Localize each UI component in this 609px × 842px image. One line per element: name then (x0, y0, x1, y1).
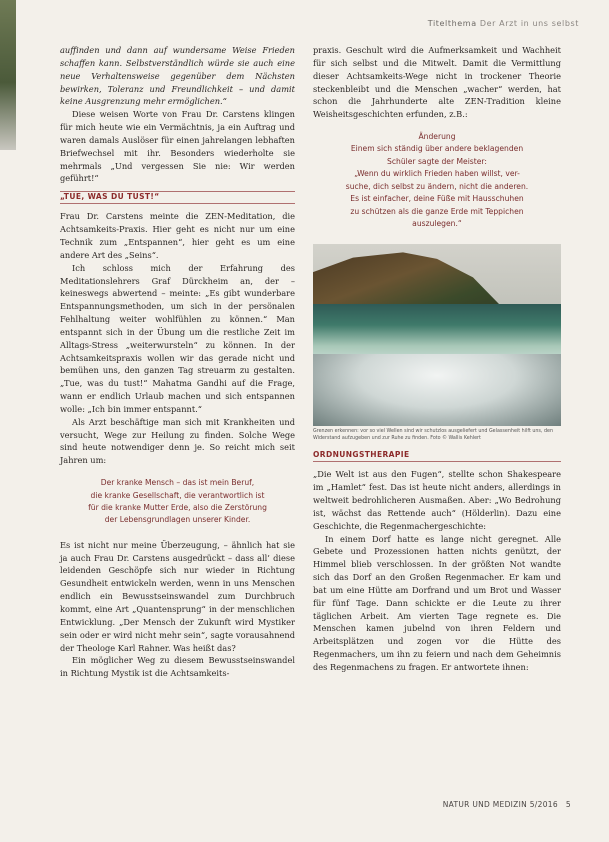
paragraph: Als Arzt beschäftige man sich mit Krankheiten und versucht, Wege zur Heilung zu finden. Solche Wege sind heute notwendiger denn je. So reicht mich seit Jahren um: (60, 416, 295, 466)
pull-quote-callout (60, 477, 295, 527)
zen-story-callout (313, 131, 561, 230)
running-head (428, 19, 579, 28)
callout-line: Schüler sagte der Meister: (387, 156, 487, 166)
callout-line: „Wenn du wirklich Frieden haben willst, ver- (354, 169, 520, 179)
intro-italic-text: auffinden und dann auf wundersame Weise Frieden schaffen kann. Selbstverständlich würde sie auch eine neue Verhaltensweise gegenüber dem Nächsten bewirken, Toleranz und Freundlichkeit – und damit keine Ausgrenzung mehr ermöglichen.“ (60, 45, 295, 107)
callout-line: zu schützen als die ganze Erde mit Teppichen (350, 206, 524, 216)
callout-line: die kranke Gesellschaft, die verantwortlich ist (90, 490, 265, 500)
paragraph: Es ist nicht nur meine Überzeugung, – ähnlich hat sie ja auch Frau Dr. Carstens ausgedrückt – dass all’ diese leidenden Geschöpfe sich nur wieder in Richtung Gesundheit entwickeln werden, wenn in uns Menschen endlich ein Bewusstseinswandel zum Durchbruch kommt, eine Art „Quantensprung“ in der menschlichen Entwicklung. „Der Mensch der Zukunft wird Mystiker sein oder er wird nicht mehr sein“, sagte vorausahnend der Theologe Karl Rahner. Was heißt das? (60, 539, 295, 653)
page-footer (443, 800, 571, 809)
section-heading-ordnungstherapie: ORDNUNGSTHERAPIE (313, 450, 561, 462)
callout-line: für die kranke Mutter Erde, also die Zerstörung (88, 502, 267, 512)
sea-waves-photo (313, 244, 561, 426)
adjacent-page-photo-edge (0, 0, 16, 150)
photo-foam (313, 354, 561, 426)
left-column (60, 44, 295, 680)
paragraph: „Die Welt ist aus den Fugen“, stellte schon Shakespeare im „Hamlet“ fest. Das ist heute nicht anders, allerdings in weltweit bedrohlicheren Ausmaßen. Aber: „Wo Bedrohung ist, wächst das Rettende auch“ (Hölderlin). Dazu eine Geschichte, die Regenmachergeschichte: (313, 469, 561, 531)
running-head-title: Der Arzt in uns selbst (479, 19, 579, 28)
right-column (313, 44, 561, 674)
page-number: 5 (565, 800, 571, 809)
running-head-prefix: Titelthema (427, 19, 477, 28)
callout-title: Änderung (418, 132, 456, 142)
paragraph: Ich schloss mich der Erfahrung des Meditationslehrers Graf Dürckheim an, der – keineswegs abwertend – meinte: „Es gibt wunderbare Entspannungsmethoden, um sich in der persönalen Fehlhaltung weiter wohlfühlen zu können.“ Man entspannt sich in der Übung um die restliche Zeit im Alltags-Stress „weiterwursteln“ zu können. In der Achtsamkeitspraxis wollen wir das gerade nicht und bemühen uns, den ganzen Tag streuarm zu gestalten. „Tue, was du tust!“ Mahatma Gandhi auf die Frage, wann er endlich Urlaub machen und sich entspannen wolle: „Ich bin immer entspannt.“ (60, 262, 295, 414)
paragraph: praxis. Geschult wird die Aufmerksamkeit und Wachheit für sich selbst und die Mitwelt. Damit die Vermittlung dieser Achtsamkeits-Wege nicht in trockener Theorie steckenbleibt und die Menschen „wacher“ werden, hat schon die Jahrhunderte alte ZEN-Tradition kleine Weisheitsgeschichten erfunden, z.B.: (313, 45, 561, 120)
callout-line: auszulegen.“ (412, 218, 462, 228)
callout-line: Es ist einfacher, deine Füße mit Hausschuhen (350, 194, 524, 204)
callout-line: suche, dich selbst zu ändern, nicht die anderen. (345, 181, 529, 191)
callout-line: Einem sich ständig über andere beklagenden (350, 144, 524, 154)
photo-caption: Grenzen erkennen: vor so viel Wellen sind wir schutzlos ausgeliefert und Gelassenheit hilft uns, den Widerstand aufzugeben und zur Ruhe zu finden. Foto © Wallis Kehlert (313, 429, 554, 441)
section-heading-tue-was-du-tust: „TUE, WAS DU TUST!“ (60, 191, 295, 204)
callout-line: der Lebensgrundlagen unserer Kinder. (104, 515, 251, 525)
paragraph: Frau Dr. Carstens meinte die ZEN-Meditation, die Achtsamkeits-Praxis. Hier geht es nicht nur um eine Technik zum „Entspannen“, hier geht es um eine andere Art des „Seins“. (60, 211, 295, 260)
paragraph: Diese weisen Worte von Frau Dr. Carstens klingen für mich heute wie ein Vermächtnis, ja ein Auftrag und waren damals Auslöser für einen jahrelangen lebhaften Briefwechsel mit ihr. Besonders wiederholte sie mehrmals „Und vergessen Sie nie: Wir werden geführt!“ (60, 109, 295, 184)
callout-line: Der kranke Mensch – das ist mein Beruf, (100, 478, 255, 488)
magazine-issue: NATUR UND MEDIZIN 5/2016 (442, 800, 558, 809)
paragraph: Ein möglicher Weg zu diesem Bewusstseinswandel in Richtung Mystik ist die Achtsamkeits- (60, 655, 295, 679)
paragraph: In einem Dorf hatte es lange nicht geregnet. Alle Gebete und Prozessionen hatten nichts genützt, der Himmel blieb verschlossen. In der größten Not wandte sich das Dorf an den Großen Regenmacher. Er kam und bat um eine Hütte am Dorfrand und um Brot und Wasser für fünf Tage. Dann schickte er die Leute zu ihrer täglichen Arbeit. Am vierten Tage regnete es. Die Menschen kamen jubelnd von ihren Feldern und Arbeitsplätzen und zogen vor die Hütte des Regenmachers, um ihn zu feiern und nach dem Geheimnis des Regenmachens zu fragen. Er antwortete ihnen: (313, 533, 561, 672)
